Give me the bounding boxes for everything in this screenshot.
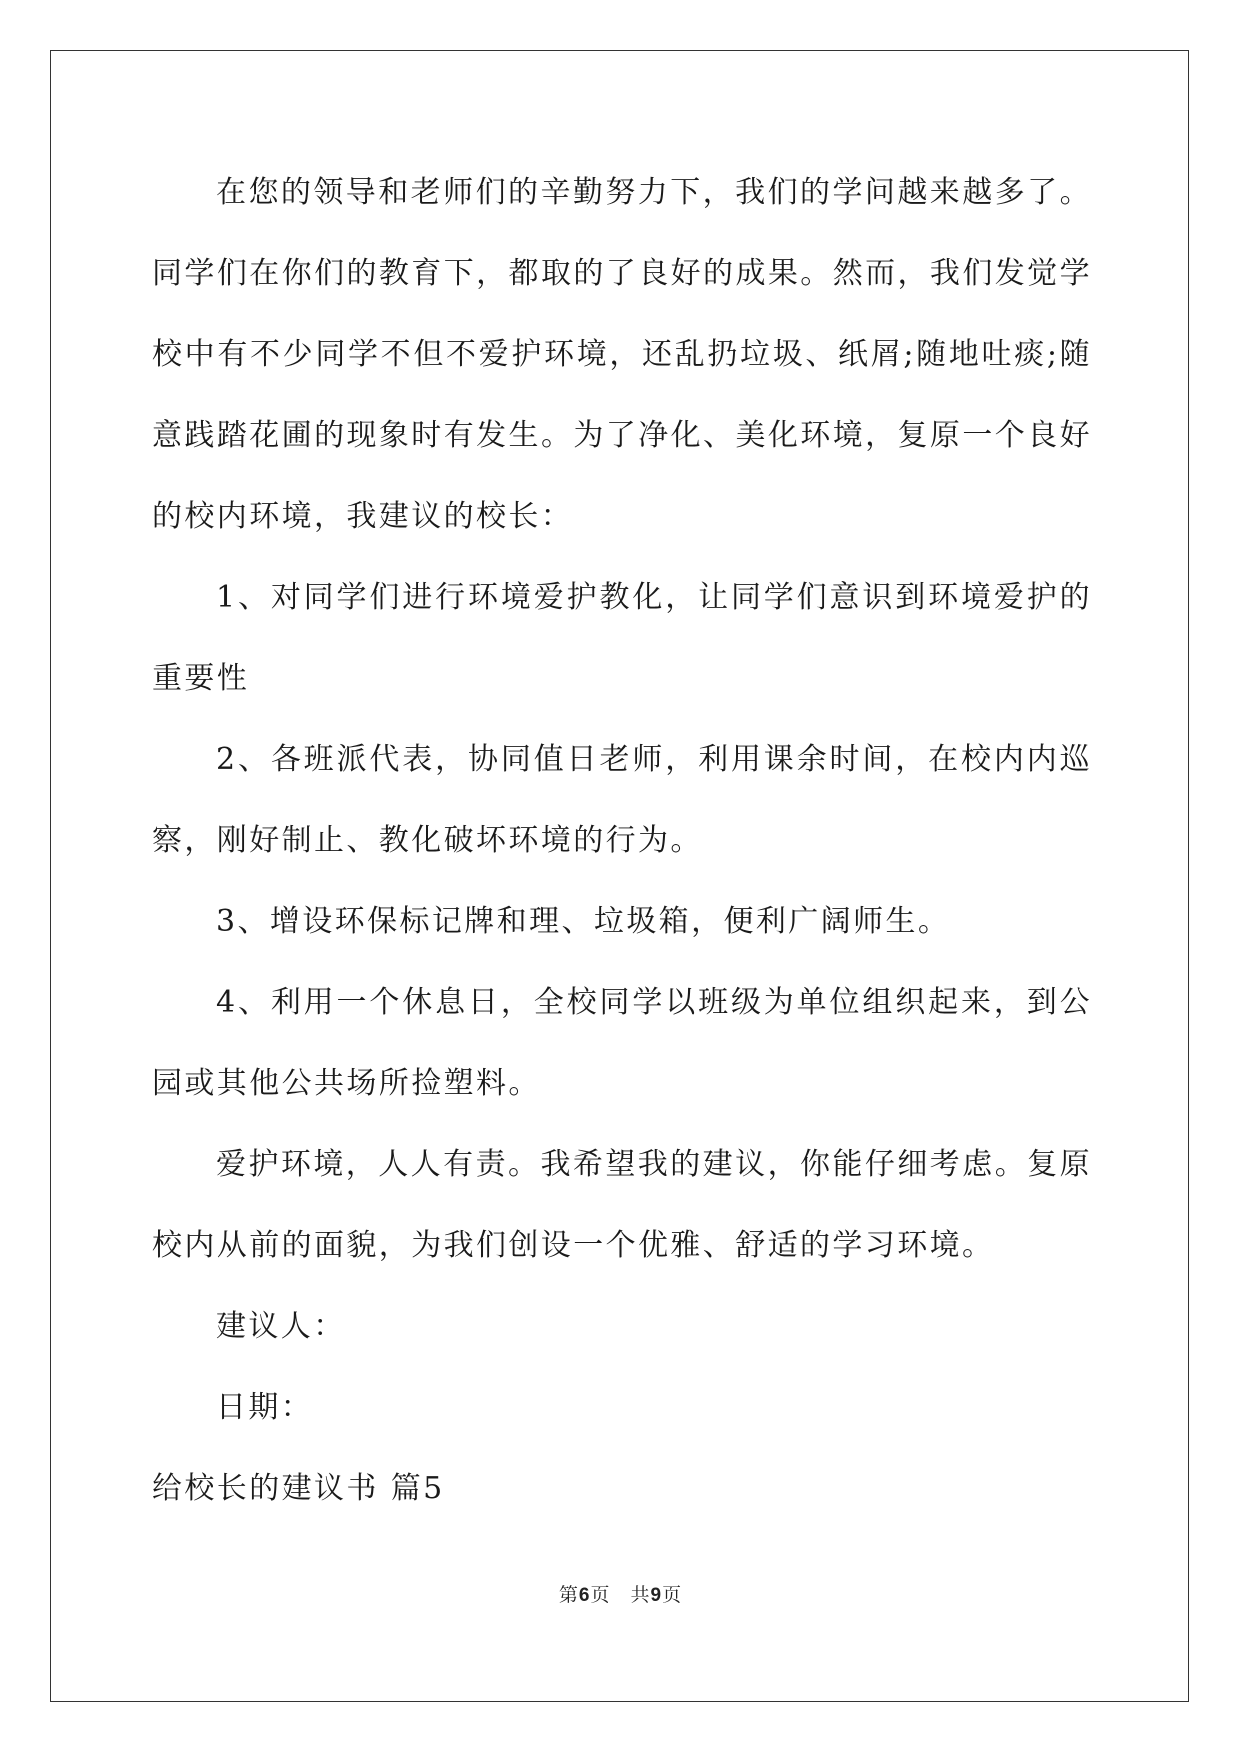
footer-page-suffix: 页 (662, 1585, 683, 1606)
page-footer (0, 1580, 1241, 1607)
footer-current-page: 6 (578, 1585, 591, 1606)
document-body (152, 152, 1092, 1529)
footer-page-mid: 页 共 (590, 1585, 651, 1606)
section-heading: 给校长的建议书 篇5 (152, 1471, 445, 1506)
footer-total-pages: 9 (650, 1585, 663, 1606)
paragraph-suggestion-4: 4、利用一个休息日，全校同学以班级为单位组织起来，到公园或其他公共场所捡塑料。 (152, 985, 1092, 1101)
date-line: 日期： (216, 1390, 314, 1425)
signature-line: 建议人： (216, 1309, 346, 1344)
paragraph-intro: 在您的领导和老师们的辛勤努力下，我们的学问越来越多了。同学们在你们的教育下，都取的了良好的成果。然而，我们发觉学校中有不少同学不但不爱护环境，还乱扔垃圾、纸屑;随地吐痰;随意践踏花圃的现象时有发生。为了净化、美化环境，复原一个良好的校内环境，我建议的校长： (152, 175, 1092, 534)
footer-page-prefix: 第 (558, 1585, 579, 1606)
paragraph-suggestion-2: 2、各班派代表，协同值日老师，利用课余时间，在校内内巡察，刚好制止、教化破坏环境的行为。 (152, 742, 1092, 858)
paragraph-suggestion-3: 3、增设环保标记牌和理、垃圾箱，便利广阔师生。 (216, 904, 951, 939)
paragraph-suggestion-1: 1、对同学们进行环境爱护教化，让同学们意识到环境爱护的重要性 (152, 580, 1092, 696)
paragraph-closing: 爱护环境，人人有责。我希望我的建议，你能仔细考虑。复原校内从前的面貌，为我们创设一个优雅、舒适的学习环境。 (152, 1147, 1092, 1263)
